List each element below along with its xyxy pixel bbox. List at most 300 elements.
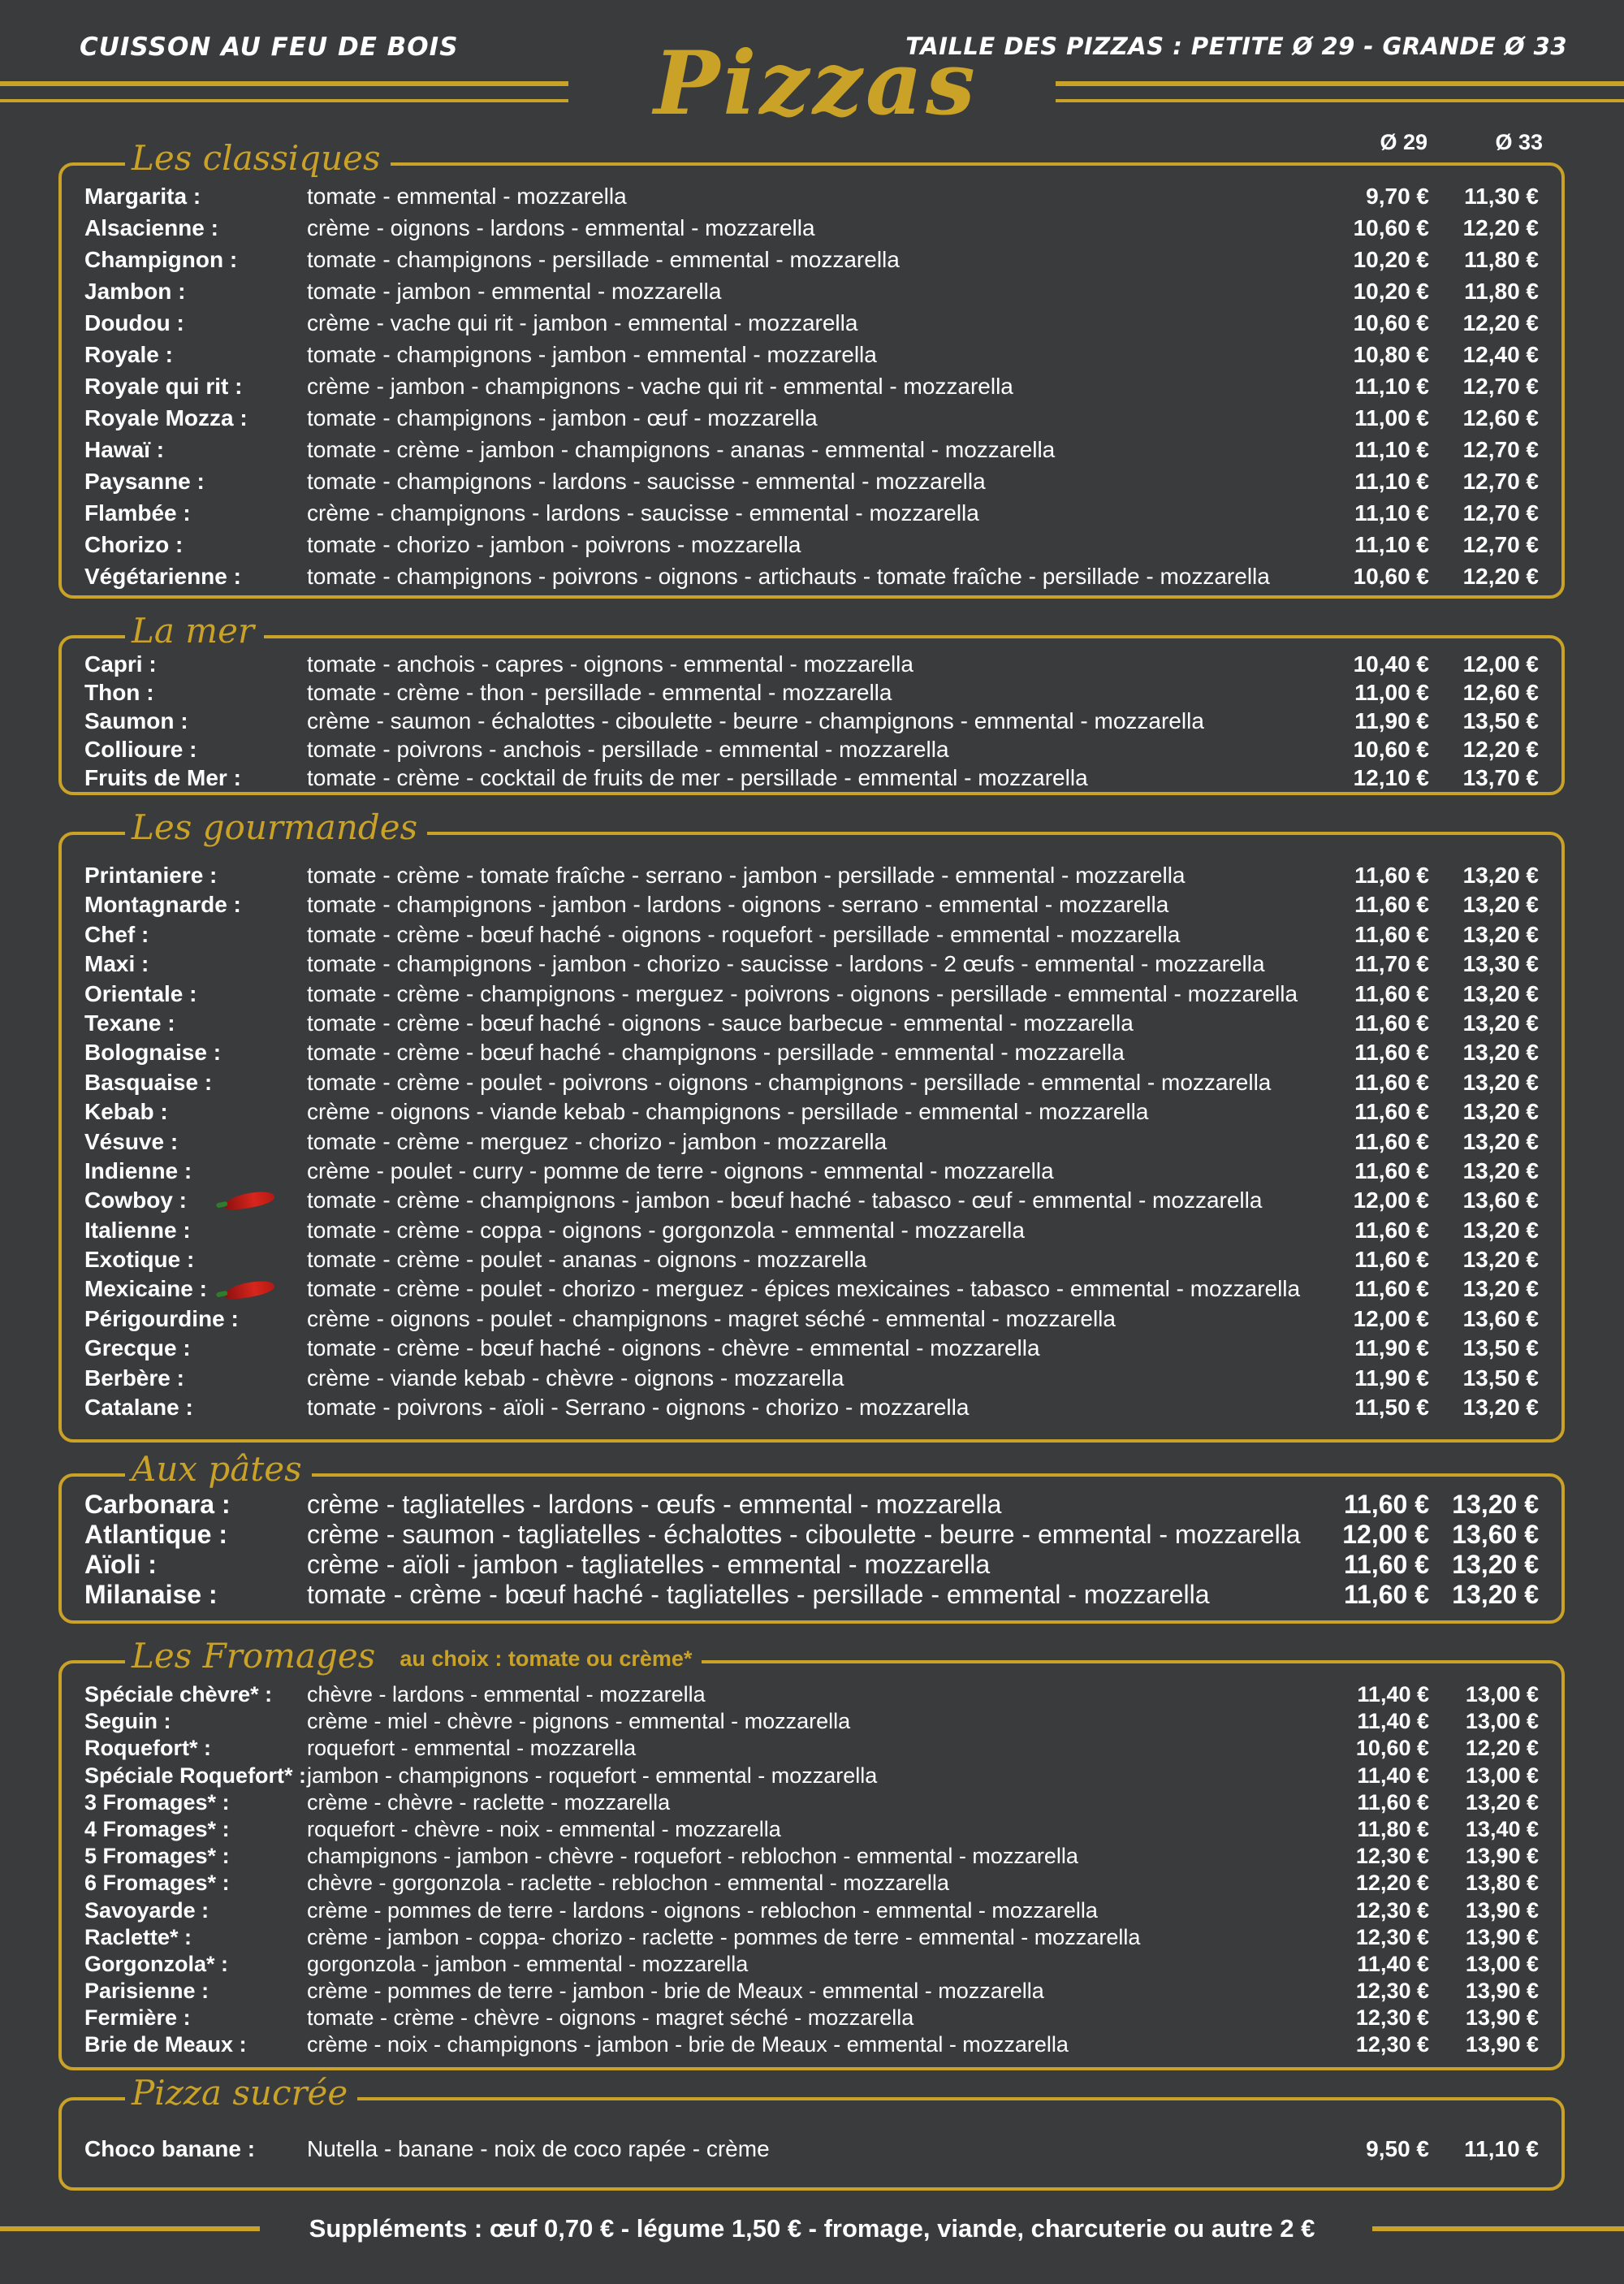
price-small: 11,60 € — [1354, 1217, 1429, 1243]
price-small: 10,80 € — [1353, 342, 1429, 367]
price-small: 11,60 € — [1354, 1040, 1429, 1066]
price-small: 10,60 € — [1353, 215, 1429, 240]
price-small: 12,00 € — [1353, 1305, 1429, 1331]
menu-item — [84, 1951, 1539, 1978]
menu-item — [84, 1816, 1539, 1843]
price-small: 10,60 € — [1353, 310, 1429, 335]
section-3 — [58, 1449, 1565, 1624]
price-large: 11,30 € — [1464, 184, 1539, 209]
price-small: 11,90 € — [1354, 708, 1429, 733]
price-large: 12,00 € — [1462, 651, 1539, 677]
item-name: 5 Fromages* : — [84, 1844, 230, 1869]
item-ingredients: crème - tagliatelles - lardons - œufs - emmental - mozzarella — [307, 1490, 1002, 1519]
price-small: 11,40 € — [1357, 1951, 1429, 1976]
price-large: 13,20 € — [1462, 863, 1539, 888]
item-ingredients: crème - chèvre - raclette - mozzarella — [307, 1789, 671, 1815]
menu-item — [84, 212, 1539, 244]
menu-item — [84, 2005, 1539, 2031]
item-ingredients: tomate - crème - cocktail de fruits de mer - persillade - emmental - mozzarella — [307, 765, 1088, 790]
item-ingredients: tomate - champignons - jambon - œuf - mozzarella — [307, 405, 818, 430]
item-ingredients: crème - saumon - tagliatelles - échalottes - ciboulette - beurre - emmental - mozzarella — [307, 1520, 1301, 1549]
item-ingredients: chèvre - gorgonzola - raclette - reblochon - emmental - mozzarella — [307, 1871, 949, 1896]
chili-pepper-icon — [223, 1277, 275, 1301]
item-ingredients: crème - pommes de terre - lardons - oignons - reblochon - emmental - mozzarella — [307, 1897, 1098, 1923]
item-name: Périgourdine : — [84, 1305, 239, 1331]
item-ingredients: crème - vache qui rit - jambon - emmental - mozzarella — [307, 310, 858, 335]
menu-item — [84, 1763, 1539, 1789]
item-ingredients: tomate - champignons - lardons - saucisse - emmental - mozzarella — [307, 469, 986, 494]
section-5 — [58, 2073, 1565, 2191]
item-name: Brie de Meaux : — [84, 2032, 247, 2057]
column-header-29: Ø 29 — [1380, 130, 1427, 154]
menu-item — [84, 307, 1539, 339]
item-ingredients: tomate - crème - bœuf haché - oignons - sauce barbecue - emmental - mozzarella — [307, 1010, 1134, 1036]
price-small: 12,30 € — [1355, 1897, 1429, 1923]
item-name: Parisienne : — [84, 1979, 209, 2004]
item-ingredients: crème - jambon - champignons - vache qui rit - emmental - mozzarella — [307, 374, 1013, 399]
section-title — [125, 807, 427, 847]
menu-item — [84, 890, 1539, 919]
menu-item — [84, 497, 1539, 529]
price-large: 11,80 € — [1464, 247, 1539, 272]
price-small: 11,60 € — [1354, 1069, 1429, 1095]
section-title-text: Aux pâtes — [132, 1449, 302, 1489]
item-ingredients: tomate - crème - coppa - oignons - gorgonzola - emmental - mozzarella — [307, 1217, 1025, 1243]
price-large: 13,90 € — [1465, 2005, 1539, 2031]
menu-rows — [84, 1490, 1539, 1610]
item-name: Texane : — [84, 1010, 175, 1036]
header-line-left — [0, 81, 568, 86]
price-large: 13,50 € — [1462, 1335, 1539, 1361]
price-small: 11,90 € — [1354, 1335, 1429, 1361]
item-name: 3 Fromages* : — [84, 1789, 230, 1815]
item-ingredients: tomate - champignons - persillade - emmental - mozzarella — [307, 247, 900, 272]
page-title: Pizzas — [654, 32, 978, 135]
price-large: 12,20 € — [1462, 564, 1539, 589]
price-large: 13,30 € — [1462, 951, 1539, 977]
price-small: 11,10 € — [1354, 437, 1429, 462]
price-small: 11,60 € — [1354, 980, 1429, 1006]
column-header-33: Ø 33 — [1495, 130, 1543, 154]
price-small: 12,30 € — [1355, 1924, 1429, 1949]
price-small: 11,10 € — [1354, 532, 1429, 557]
item-ingredients: tomate - champignons - jambon - lardons - oignons - serrano - emmental - mozzarella — [307, 892, 1169, 918]
price-small: 10,40 € — [1353, 651, 1429, 677]
menu-item — [84, 339, 1539, 370]
menu-item — [84, 735, 1539, 763]
price-small: 12,30 € — [1355, 1844, 1429, 1869]
price-large: 13,20 € — [1462, 1247, 1539, 1273]
item-ingredients: tomate - anchois - capres - oignons - emmental - mozzarella — [307, 651, 914, 677]
menu-item — [84, 1364, 1539, 1393]
item-name: Mexicaine : — [84, 1276, 207, 1302]
item-name: Montagnarde : — [84, 892, 241, 918]
item-ingredients: crème - viande kebab - chèvre - oignons - mozzarella — [307, 1365, 844, 1391]
price-small: 10,20 € — [1353, 279, 1429, 304]
item-name: Thon : — [84, 680, 154, 705]
item-name: Spéciale chèvre* : — [84, 1682, 273, 1707]
price-small: 12,30 € — [1355, 2032, 1429, 2057]
item-ingredients: crème - oignons - lardons - emmental - mozzarella — [307, 215, 815, 240]
menu-item — [84, 861, 1539, 890]
item-name: Basquaise : — [84, 1069, 213, 1095]
item-ingredients: tomate - champignons - jambon - emmental - mozzarella — [307, 342, 877, 367]
price-large: 13,60 € — [1462, 1187, 1539, 1213]
price-small: 11,10 € — [1354, 374, 1429, 399]
section-title — [125, 138, 391, 178]
section-4 — [58, 1636, 1565, 2070]
menu-item — [84, 1520, 1539, 1550]
item-ingredients: tomate - crème - champignons - jambon - bœuf haché - tabasco - œuf - emmental - mozzarella — [307, 1187, 1263, 1213]
menu-item — [84, 1580, 1539, 1610]
menu-item — [84, 1009, 1539, 1038]
menu-item — [84, 244, 1539, 275]
item-name: Capri : — [84, 651, 157, 677]
menu-item — [84, 1097, 1539, 1127]
item-name: Vésuve : — [84, 1128, 179, 1154]
item-ingredients: tomate - crème - thon - persillade - emmental - mozzarella — [307, 680, 892, 705]
menu-item — [84, 1186, 1539, 1215]
menu-item — [84, 2031, 1539, 2058]
price-small: 11,10 € — [1354, 469, 1429, 494]
price-large: 13,60 € — [1462, 1305, 1539, 1331]
item-name: Royale Mozza : — [84, 405, 248, 430]
section-note: au choix : tomate ou crème* — [400, 1646, 693, 1671]
price-large: 13,20 € — [1462, 1010, 1539, 1036]
menu-item — [84, 678, 1539, 707]
item-ingredients: tomate - crème - bœuf haché - tagliatelles - persillade - emmental - mozzarella — [307, 1580, 1210, 1609]
price-large: 13,20 € — [1452, 1580, 1539, 1609]
price-large: 13,50 € — [1462, 1365, 1539, 1391]
price-small: 11,00 € — [1354, 680, 1429, 705]
price-large: 13,20 € — [1452, 1490, 1539, 1519]
item-name: Hawaï : — [84, 437, 165, 462]
menu-item — [84, 1681, 1539, 1708]
menu-item — [84, 1068, 1539, 1097]
menu-item — [84, 1735, 1539, 1762]
menu-item — [84, 980, 1539, 1009]
item-ingredients: tomate - champignons - jambon - chorizo - saucisse - lardons - 2 œufs - emmental - mozzarella — [307, 951, 1265, 977]
item-name: Savoyarde : — [84, 1897, 209, 1923]
section-title-text: La mer — [132, 611, 255, 651]
price-small: 11,60 € — [1354, 1276, 1429, 1302]
menu-item — [84, 1789, 1539, 1816]
supplements-footer: Suppléments : œuf 0,70 € - légume 1,50 € - fromage, viande, charcuterie ou autre 2 € — [309, 2214, 1315, 2243]
price-large: 13,00 € — [1465, 1951, 1539, 1976]
price-small: 11,00 € — [1354, 405, 1429, 430]
item-ingredients: crème - oignons - viande kebab - champignons - persillade - emmental - mozzarella — [307, 1099, 1149, 1125]
menu-item — [84, 275, 1539, 307]
header-left: CUISSON AU FEU DE BOIS — [80, 32, 459, 62]
menu-item — [84, 1334, 1539, 1363]
item-ingredients: crème - aïoli - jambon - tagliatelles - emmental - mozzarella — [307, 1550, 991, 1579]
price-small: 11,10 € — [1354, 500, 1429, 526]
section-title-text: Pizza sucrée — [132, 2073, 348, 2113]
menu-item — [84, 707, 1539, 735]
item-name: Fruits de Mer : — [84, 765, 241, 790]
header-line-right — [1056, 81, 1624, 86]
section-title-text: Les classiques — [132, 138, 381, 178]
section-title-text: Les Fromages — [132, 1636, 376, 1676]
item-ingredients: tomate - crème - bœuf haché - oignons - roquefort - persillade - emmental - mozzarella — [307, 921, 1181, 947]
menu-item — [84, 1870, 1539, 1897]
price-large: 12,20 € — [1465, 1736, 1539, 1761]
price-large: 13,20 € — [1462, 1099, 1539, 1125]
price-large: 13,20 € — [1462, 1276, 1539, 1302]
menu-item — [84, 950, 1539, 979]
price-small: 11,60 € — [1344, 1580, 1429, 1609]
item-ingredients: tomate - crème - chèvre - oignons - magret séché - mozzarella — [307, 2005, 914, 2031]
price-small: 12,00 € — [1342, 1520, 1429, 1549]
item-ingredients: tomate - crème - bœuf haché - champignons - persillade - emmental - mozzarella — [307, 1040, 1125, 1066]
price-small: 10,60 € — [1353, 737, 1429, 762]
item-name: 4 Fromages* : — [84, 1816, 230, 1841]
price-small: 12,20 € — [1355, 1871, 1429, 1896]
item-ingredients: gorgonzola - jambon - emmental - mozzarella — [307, 1951, 749, 1976]
item-name: Bolognaise : — [84, 1040, 222, 1066]
menu-item — [84, 1304, 1539, 1334]
item-name: Champignon : — [84, 247, 238, 272]
header-line-left-2 — [0, 99, 568, 102]
menu-item — [84, 465, 1539, 497]
menu-item — [84, 1216, 1539, 1245]
item-name: Roquefort* : — [84, 1736, 211, 1761]
price-large: 13,20 € — [1462, 1040, 1539, 1066]
item-name: Milanaise : — [84, 1580, 218, 1609]
price-large: 12,70 € — [1462, 437, 1539, 462]
menu-item — [84, 1393, 1539, 1422]
item-name: Royale qui rit : — [84, 374, 243, 399]
item-ingredients: tomate - poivrons - aïoli - Serrano - oignons - chorizo - mozzarella — [307, 1395, 970, 1421]
item-ingredients: roquefort - chèvre - noix - emmental - mozzarella — [307, 1816, 781, 1841]
item-name: Catalane : — [84, 1395, 193, 1421]
price-small: 10,60 € — [1353, 564, 1429, 589]
price-large: 13,20 € — [1462, 1157, 1539, 1183]
price-small: 11,60 € — [1354, 1157, 1429, 1183]
item-name: Grecque : — [84, 1335, 191, 1361]
item-name: Chef : — [84, 921, 149, 947]
item-name: Gorgonzola* : — [84, 1951, 228, 1976]
price-large: 13,90 € — [1465, 2032, 1539, 2057]
section-title — [125, 611, 264, 651]
price-small: 11,60 € — [1354, 863, 1429, 888]
price-large: 13,20 € — [1465, 1789, 1539, 1815]
item-ingredients: crème - pommes de terre - jambon - brie de Meaux - emmental - mozzarella — [307, 1979, 1044, 2004]
menu-item — [84, 529, 1539, 560]
price-small: 11,80 € — [1357, 1816, 1429, 1841]
price-small: 11,60 € — [1354, 892, 1429, 918]
item-name: Indienne : — [84, 1157, 192, 1183]
menu-item — [84, 1843, 1539, 1870]
menu-item — [84, 920, 1539, 950]
item-name: Italienne : — [84, 1217, 191, 1243]
price-large: 11,80 € — [1464, 279, 1539, 304]
menu-rows — [84, 1681, 1539, 2059]
price-large: 13,40 € — [1465, 1816, 1539, 1841]
item-ingredients: tomate - crème - poulet - chorizo - merguez - épices mexicaines - tabasco - emmental - mozzarella — [307, 1276, 1301, 1302]
price-small: 9,70 € — [1366, 184, 1429, 209]
menu-item — [84, 402, 1539, 434]
section-title — [125, 2073, 357, 2113]
item-ingredients: tomate - crème - jambon - champignons - ananas - emmental - mozzarella — [307, 437, 1056, 462]
price-small: 12,00 € — [1353, 1187, 1429, 1213]
section-title — [125, 1449, 312, 1489]
price-large: 12,70 € — [1462, 469, 1539, 494]
menu-item — [84, 560, 1539, 592]
menu-item — [84, 434, 1539, 465]
price-large: 12,20 € — [1462, 310, 1539, 335]
price-large: 13,20 € — [1452, 1550, 1539, 1579]
price-large: 13,80 € — [1465, 1871, 1539, 1896]
item-ingredients: tomate - crème - champignons - merguez - poivrons - oignons - persillade - emmental - mozzarella — [307, 980, 1298, 1006]
menu-rows — [84, 650, 1539, 792]
price-small: 11,60 € — [1344, 1550, 1429, 1579]
menu-rows — [84, 180, 1539, 592]
item-name: Collioure : — [84, 737, 197, 762]
section-title-text: Les gourmandes — [132, 807, 418, 847]
price-large: 13,20 € — [1462, 1395, 1539, 1421]
price-small: 12,30 € — [1355, 1979, 1429, 2004]
item-name: Royale : — [84, 342, 173, 367]
price-small: 11,40 € — [1357, 1682, 1429, 1707]
price-large: 13,90 € — [1465, 1924, 1539, 1949]
price-small: 11,60 € — [1354, 1099, 1429, 1125]
menu-item — [84, 1274, 1539, 1304]
menu-item — [84, 180, 1539, 212]
menu-item — [84, 763, 1539, 792]
item-ingredients: crème - oignons - poulet - champignons - magret séché - emmental - mozzarella — [307, 1305, 1116, 1331]
price-small: 12,10 € — [1353, 765, 1429, 790]
price-large: 13,90 € — [1465, 1979, 1539, 2004]
price-large: 13,90 € — [1465, 1844, 1539, 1869]
item-name: Margarita : — [84, 184, 201, 209]
menu-item — [84, 650, 1539, 678]
item-name: Saumon : — [84, 708, 188, 733]
chili-pepper-icon — [223, 1188, 275, 1213]
price-large: 11,10 € — [1464, 2136, 1539, 2161]
menu-item — [84, 1245, 1539, 1274]
item-ingredients: crème - miel - chèvre - pignons - emmental - mozzarella — [307, 1709, 851, 1734]
price-large: 13,00 € — [1465, 1682, 1539, 1707]
item-name: Végétarienne : — [84, 564, 241, 589]
header-right: TAILLE DES PIZZAS : PETITE Ø 29 - GRANDE Ø 33 — [905, 32, 1567, 60]
section-2 — [58, 807, 1565, 1443]
price-small: 11,60 € — [1344, 1490, 1429, 1519]
item-name: Doudou : — [84, 310, 184, 335]
price-large: 12,20 € — [1462, 737, 1539, 762]
price-small: 10,20 € — [1353, 247, 1429, 272]
item-name: Chorizo : — [84, 532, 184, 557]
price-small: 11,60 € — [1354, 1010, 1429, 1036]
price-large: 12,70 € — [1462, 532, 1539, 557]
price-large: 13,20 € — [1462, 921, 1539, 947]
price-large: 13,70 € — [1462, 765, 1539, 790]
item-name: Alsacienne : — [84, 215, 218, 240]
item-name: Seguin : — [84, 1709, 171, 1734]
menu-item — [84, 1897, 1539, 1924]
item-name: Atlantique : — [84, 1520, 227, 1549]
item-name: Raclette* : — [84, 1924, 192, 1949]
price-small: 11,70 € — [1354, 951, 1429, 977]
price-small: 11,40 € — [1357, 1709, 1429, 1734]
item-name: Cowboy : — [84, 1187, 187, 1213]
menu-item — [84, 1924, 1539, 1951]
menu-item — [84, 1127, 1539, 1157]
price-large: 13,00 € — [1465, 1709, 1539, 1734]
price-small: 11,60 € — [1354, 921, 1429, 947]
item-name: Exotique : — [84, 1247, 195, 1273]
item-name: Fermière : — [84, 2005, 191, 2031]
price-small: 10,60 € — [1355, 1736, 1429, 1761]
menu-rows — [84, 2135, 1539, 2164]
item-name: Jambon : — [84, 279, 186, 304]
menu-item — [84, 1038, 1539, 1067]
section-1 — [58, 611, 1565, 795]
price-large: 12,70 € — [1462, 374, 1539, 399]
price-large: 12,20 € — [1462, 215, 1539, 240]
menu-item — [84, 1708, 1539, 1735]
price-large: 13,20 € — [1462, 1217, 1539, 1243]
price-large: 13,60 € — [1452, 1520, 1539, 1549]
item-name: Flambée : — [84, 500, 191, 526]
price-small: 11,40 € — [1357, 1763, 1429, 1788]
price-large: 13,00 € — [1465, 1763, 1539, 1788]
item-ingredients: crème - jambon - coppa- chorizo - raclette - pommes de terre - emmental - mozzarella — [307, 1924, 1141, 1949]
item-ingredients: crème - poulet - curry - pomme de terre - oignons - emmental - mozzarella — [307, 1157, 1054, 1183]
price-small: 11,60 € — [1357, 1789, 1429, 1815]
item-name: Spéciale Roquefort* : — [84, 1763, 307, 1788]
price-large: 12,40 € — [1462, 342, 1539, 367]
item-ingredients: Nutella - banane - noix de coco rapée - crème — [307, 2136, 770, 2161]
item-ingredients: tomate - crème - merguez - chorizo - jambon - mozzarella — [307, 1128, 888, 1154]
item-name: Aïoli : — [84, 1550, 157, 1579]
item-ingredients: crème - champignons - lardons - saucisse - emmental - mozzarella — [307, 500, 979, 526]
item-name: Paysanne : — [84, 469, 205, 494]
header-line-right-2 — [1056, 99, 1624, 102]
price-large: 13,90 € — [1465, 1897, 1539, 1923]
item-ingredients: tomate - jambon - emmental - mozzarella — [307, 279, 722, 304]
menu-item — [84, 1550, 1539, 1580]
price-small: 11,60 € — [1354, 1247, 1429, 1273]
item-ingredients: champignons - jambon - chèvre - roquefort - reblochon - emmental - mozzarella — [307, 1844, 1078, 1869]
price-large: 12,70 € — [1462, 500, 1539, 526]
menu-rows — [84, 861, 1539, 1422]
price-small: 11,90 € — [1354, 1365, 1429, 1391]
item-ingredients: roquefort - emmental - mozzarella — [307, 1736, 637, 1761]
price-large: 13,20 € — [1462, 892, 1539, 918]
item-name: Kebab : — [84, 1099, 168, 1125]
item-ingredients: tomate - emmental - mozzarella — [307, 184, 627, 209]
menu-item — [84, 1157, 1539, 1186]
menu-item — [84, 370, 1539, 402]
price-large: 12,60 € — [1462, 680, 1539, 705]
item-ingredients: tomate - crème - poulet - poivrons - oignons - champignons - persillade - emmental - mozzarella — [307, 1069, 1272, 1095]
item-name: Maxi : — [84, 951, 149, 977]
item-ingredients: tomate - crème - bœuf haché - oignons - chèvre - emmental - mozzarella — [307, 1335, 1040, 1361]
section-title — [125, 1636, 702, 1676]
price-small: 9,50 € — [1366, 2136, 1429, 2161]
item-name: Berbère : — [84, 1365, 184, 1391]
price-small: 11,60 € — [1354, 1128, 1429, 1154]
menu-item — [84, 2135, 1539, 2164]
price-large: 13,50 € — [1462, 708, 1539, 733]
price-large: 13,20 € — [1462, 1128, 1539, 1154]
item-name: 6 Fromages* : — [84, 1871, 230, 1896]
item-ingredients: jambon - champignons - roquefort - emmental - mozzarella — [307, 1763, 878, 1788]
item-ingredients: chèvre - lardons - emmental - mozzarella — [307, 1682, 706, 1707]
item-ingredients: tomate - poivrons - anchois - persillade - emmental - mozzarella — [307, 737, 949, 762]
item-ingredients: tomate - crème - tomate fraîche - serrano - jambon - persillade - emmental - mozzarella — [307, 863, 1186, 888]
